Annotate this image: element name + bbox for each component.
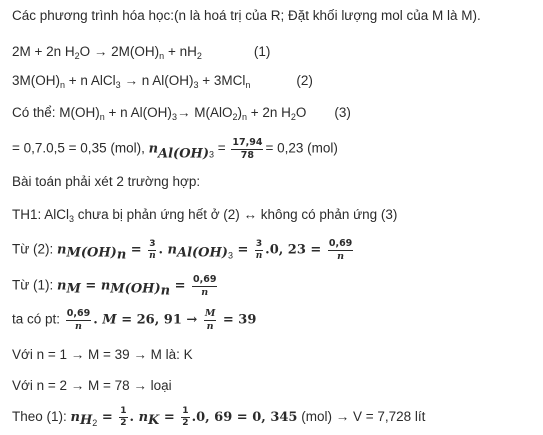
eq1-number: (1) bbox=[253, 44, 271, 59]
from2-frac2 bbox=[255, 240, 263, 261]
moles-fraction bbox=[231, 138, 263, 160]
theo1-sub1: H bbox=[79, 413, 93, 429]
case-n1-line bbox=[12, 345, 193, 365]
eq1-lhs-sub: 2 bbox=[74, 51, 80, 61]
from2-n1: n bbox=[57, 242, 67, 258]
eq3-sub3: 3 bbox=[171, 112, 177, 122]
intro-line bbox=[12, 6, 481, 26]
from1-n1: n bbox=[57, 278, 67, 294]
from2-line bbox=[12, 239, 355, 261]
moles-a: = 0,7.0,5 = 0,35 (mol), bbox=[12, 140, 149, 156]
theo1-sub1b: 2 bbox=[92, 418, 98, 429]
theo1-n1: n bbox=[70, 410, 80, 426]
eq2-a: 3M(OH) bbox=[12, 73, 60, 88]
theo1-dot: . bbox=[129, 410, 139, 426]
th1-sub3: 3 bbox=[69, 214, 75, 224]
from2-n2: n bbox=[167, 242, 177, 258]
eq2-c: → n Al(OH) bbox=[120, 73, 194, 88]
case-n2-line bbox=[12, 376, 172, 396]
moles-n: n bbox=[148, 141, 159, 157]
pt-frac2 bbox=[204, 309, 217, 331]
theo1-f1-den: 2 bbox=[120, 418, 127, 428]
from2-sub3: 3 bbox=[227, 250, 233, 261]
from2-subn: n bbox=[116, 247, 127, 263]
from2-f3-den: n bbox=[337, 250, 345, 262]
from1-f-num: 0,69 bbox=[193, 274, 217, 285]
theo1-frac1 bbox=[119, 407, 127, 428]
moles-eq: = bbox=[213, 140, 230, 156]
from2-frac3 bbox=[328, 239, 353, 261]
eq3-prefix: Có thể: M(OH) bbox=[12, 105, 100, 120]
from1-eq: = bbox=[80, 278, 101, 294]
eq1-lhs2: O → 2M(OH) bbox=[79, 44, 160, 59]
eq2-b: + n AlCl bbox=[65, 73, 116, 88]
from2-sub2: Al(OH) bbox=[177, 245, 228, 261]
from2-label: Từ (2): bbox=[12, 241, 58, 257]
eq3-sub2: 2 bbox=[232, 112, 238, 122]
from1-sub2: M(OH) bbox=[110, 281, 161, 297]
from1-eq2: = bbox=[170, 278, 191, 294]
eq3-sub-n2: n bbox=[241, 112, 247, 122]
from1-subn: n bbox=[160, 283, 171, 299]
from2-dot: . bbox=[158, 242, 168, 258]
eq2-sub-n2: n bbox=[245, 80, 251, 90]
from1-frac bbox=[192, 275, 217, 297]
cases-text: Bài toán phải xét 2 trường hợp: bbox=[12, 174, 201, 189]
eq3-e: + 2n H bbox=[246, 105, 291, 120]
from1-label: Từ (1): bbox=[12, 277, 58, 293]
equation-2 bbox=[12, 71, 313, 91]
pt-c: = 26, 91 → bbox=[116, 312, 202, 328]
eq2-number: (2) bbox=[296, 73, 313, 88]
pt-f2-num: M bbox=[204, 308, 216, 319]
case-n1-text: Với n = 1 → M = 39 → M là: K bbox=[12, 347, 193, 362]
from1-n2: n bbox=[100, 278, 111, 294]
eq1-sub-n: n bbox=[159, 51, 165, 61]
th1-b: chưa bị phản ứng hết ở (2) ↔ không có phản ứng (3) bbox=[74, 207, 398, 222]
from2-eq: = bbox=[126, 242, 147, 258]
from2-f2-den: n bbox=[255, 250, 263, 261]
eq2-sub3b: 3 bbox=[193, 80, 199, 90]
eq2-sub3: 3 bbox=[115, 80, 121, 90]
from1-sub1: M bbox=[66, 281, 81, 297]
equation-3 bbox=[12, 103, 351, 123]
eq2-sub-n: n bbox=[60, 80, 66, 90]
moles-nsub: Al(OH) bbox=[158, 146, 209, 162]
eq3-d: ) bbox=[237, 105, 242, 120]
pt-f-den: n bbox=[75, 320, 82, 332]
theo1-sub2: K bbox=[148, 413, 160, 429]
eq3-f: O bbox=[295, 105, 307, 120]
th1-a: TH1: AlCl bbox=[12, 207, 70, 222]
theo1-rest: .0, 69 = 0, 345 bbox=[191, 410, 298, 426]
theo1-f1-num: 1 bbox=[120, 406, 127, 416]
moles-frac-den: 78 bbox=[240, 149, 255, 161]
theo1-eq: = bbox=[97, 410, 118, 426]
moles-line bbox=[12, 138, 338, 160]
from2-frac1 bbox=[148, 240, 156, 261]
eq3-b: + n Al(OH) bbox=[104, 105, 172, 120]
theo1-f2-den: 2 bbox=[182, 418, 189, 428]
from2-eq2: = bbox=[232, 242, 253, 258]
theo1-label: Theo (1): bbox=[12, 409, 71, 425]
pt-d: = 39 bbox=[218, 312, 257, 328]
eq3-c: → M(AlO bbox=[176, 105, 233, 120]
from2-f3-num: 0,69 bbox=[328, 238, 353, 249]
from1-f-den: n bbox=[201, 286, 209, 298]
from2-rest: .0, 23 = bbox=[265, 242, 326, 258]
intro-text: Các phương trình hóa học:(n là hoá trị của R; Đặt khối lượng mol của M là M). bbox=[12, 8, 481, 23]
cases-line bbox=[12, 172, 200, 192]
theo1-n2: n bbox=[138, 410, 149, 426]
pt-label: ta có pt: bbox=[12, 311, 64, 327]
case-n2-text: Với n = 2 → M = 78 → loại bbox=[12, 378, 172, 393]
pt-M: M bbox=[102, 312, 117, 328]
th1-line bbox=[12, 205, 397, 225]
from2-sub1: M(OH) bbox=[66, 245, 117, 261]
moles-frac-num: 17,94 bbox=[232, 137, 263, 148]
from2-f1-den: n bbox=[149, 250, 156, 261]
eq3-sub-n: n bbox=[99, 112, 105, 122]
pt-f-num: 0,69 bbox=[66, 308, 91, 319]
theo1-eq2: = bbox=[159, 410, 180, 426]
moles-b: = 0,23 (mol) bbox=[265, 140, 338, 156]
theo1-tail: (mol) → V = 7,728 lít bbox=[297, 409, 426, 425]
pt-frac1 bbox=[66, 309, 91, 331]
eq3-number: (3) bbox=[334, 105, 351, 120]
eq2-d: + 3MCl bbox=[198, 73, 246, 88]
theo1-line bbox=[12, 407, 425, 428]
pt-line bbox=[12, 309, 256, 331]
theo1-frac2 bbox=[181, 407, 189, 428]
equation-1 bbox=[12, 42, 270, 62]
from1-line bbox=[12, 275, 219, 297]
moles-nsub3: 3 bbox=[208, 149, 214, 160]
eq1-rhs-sub: 2 bbox=[196, 51, 202, 61]
pt-f2-den: n bbox=[206, 320, 214, 332]
eq1-rhs: + nH bbox=[164, 44, 197, 59]
pt-b: . bbox=[93, 312, 103, 328]
theo1-f2-num: 1 bbox=[182, 406, 189, 416]
eq3-sub2b: 2 bbox=[290, 112, 296, 122]
from2-f1-num: 3 bbox=[149, 238, 156, 249]
eq1-lhs: 2M + 2n H bbox=[12, 44, 75, 59]
from2-f2-num: 3 bbox=[255, 238, 263, 249]
